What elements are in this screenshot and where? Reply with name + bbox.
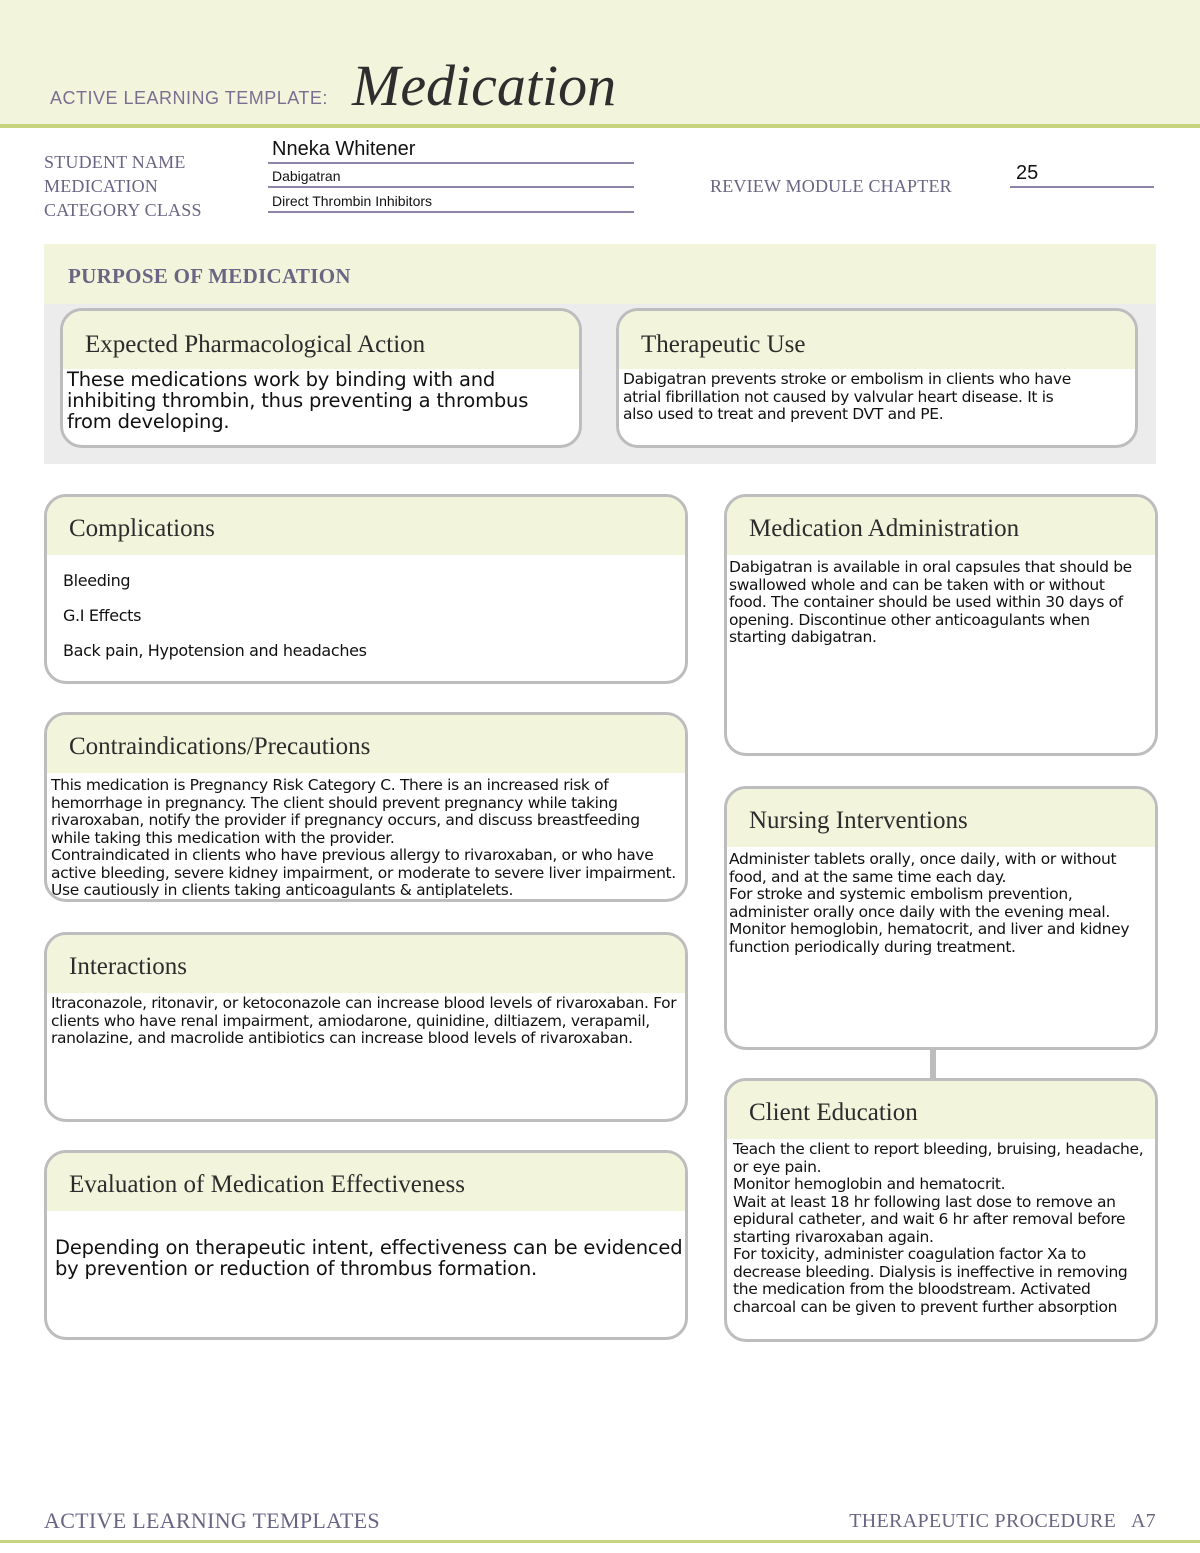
- connector-line: [930, 1048, 936, 1080]
- template-title: Medication: [352, 53, 617, 118]
- evaluation-text[interactable]: Depending on therapeutic intent, effectiveness can be evidenced by prevention or reduction of thrombus formation.: [55, 1236, 683, 1280]
- evaluation-card: [44, 1150, 688, 1340]
- administration-text[interactable]: Dabigatran is available in oral capsules that should be swallowed whole and can be taken with or without food. The container should be used within 30 days of opening. Discontinue other anticoagulants when starting dabigatran.: [729, 558, 1132, 646]
- contraindications-card: [44, 712, 688, 902]
- footer-left-label: ACTIVE LEARNING TEMPLATES: [44, 1508, 380, 1533]
- nursing-interventions-text[interactable]: Administer tablets orally, once daily, with or without food, and at the same time each day. For stroke and systemic embolism prevention, administer orally once daily with the evening meal. Monitor hemoglobin, hematocrit, and liver and kidney function periodically during treatment.: [729, 850, 1130, 956]
- medication-label: MEDICATION: [44, 176, 158, 196]
- expected-action-text[interactable]: These medications work by binding with and inhibiting thrombin, thus preventing a thrombus from developing.: [67, 368, 529, 433]
- interactions-card: [44, 932, 688, 1122]
- student-name-underline: [268, 162, 634, 164]
- purpose-title: PURPOSE OF MEDICATION: [68, 264, 351, 288]
- medication-field[interactable]: Dabigatran: [272, 168, 341, 184]
- contraindications-text[interactable]: This medication is Pregnancy Risk Category C. There is an increased risk of hemorrhage in pregnancy. The client should prevent pregnancy while taking rivaroxaban, notify the provider if pregnancy occurs, and discuss breastfeeding while taking this medication with the provider. Contraindicated in clients who have previous allergy to rivaroxaban, or who have active bleeding, severe kidney impairment, or moderate to severe liver impairment. Use cautiously in clients taking anticoagulants & antiplatelets.: [51, 776, 676, 899]
- nursing-interventions-card: [724, 786, 1158, 1050]
- complication-item: G.I Effects: [63, 606, 142, 625]
- chapter-underline: [1010, 186, 1154, 188]
- expected-action-title: Expected Pharmacological Action: [85, 331, 426, 358]
- complication-item: Bleeding: [63, 571, 131, 590]
- category-class-label: CATEGORY CLASS: [44, 200, 202, 220]
- student-name-field[interactable]: Nneka Whitener: [272, 138, 416, 160]
- footer-divider: [0, 1540, 1200, 1543]
- therapeutic-use-text[interactable]: Dabigatran prevents stroke or embolism in clients who have atrial fibrillation not caused by valvular heart disease. It is also used to treat and prevent DVT and PE.: [623, 370, 1071, 423]
- review-module-chapter-field[interactable]: 25: [1016, 162, 1039, 184]
- template-label: ACTIVE LEARNING TEMPLATE:: [50, 88, 328, 108]
- student-name-label: STUDENT NAME: [44, 152, 186, 172]
- client-education-text[interactable]: Teach the client to report bleeding, bruising, headache, or eye pain. Monitor hemoglobin and hematocrit. Wait at least 18 hr following last dose to remove an epidural catheter, and wait 6 hr after removal before starting rivaroxaban again. For toxicity, administer coagulation factor Xa to decrease bleeding. Dialysis is ineffective in removing the medication from the bloodstream. Activated charcoal can be given to prevent further absorption: [733, 1140, 1144, 1316]
- medication-underline: [268, 186, 634, 188]
- contraindications-title: Contraindications/Precautions: [69, 733, 371, 760]
- client-education-title: Client Education: [749, 1099, 918, 1126]
- administration-title: Medication Administration: [749, 515, 1020, 542]
- administration-card: [724, 494, 1158, 756]
- complications-list[interactable]: [63, 563, 683, 668]
- therapeutic-use-card: [616, 308, 1138, 448]
- category-class-field[interactable]: Direct Thrombin Inhibitors: [272, 193, 433, 209]
- expected-action-card: [60, 308, 582, 448]
- interactions-text[interactable]: Itraconazole, ritonavir, or ketoconazole can increase blood levels of rivaroxaban. For clients who have renal impairment, amiodarone, quinidine, diltiazem, verapamil, ranolazine, and macrolide antibiotics can increase blood levels of rivaroxaban.: [51, 994, 677, 1047]
- category-class-underline: [268, 211, 634, 213]
- footer-right-label: THERAPEUTIC PROCEDURE A7: [849, 1510, 1156, 1532]
- header-divider: [0, 124, 1200, 128]
- complications-card: [44, 494, 688, 684]
- nursing-interventions-title: Nursing Interventions: [749, 807, 968, 834]
- complication-item: Back pain, Hypotension and headaches: [63, 641, 367, 660]
- interactions-title: Interactions: [69, 953, 188, 980]
- evaluation-title: Evaluation of Medication Effectiveness: [69, 1171, 465, 1198]
- complications-title: Complications: [69, 515, 215, 542]
- client-education-card: [724, 1078, 1158, 1342]
- review-module-chapter-label: REVIEW MODULE CHAPTER: [710, 176, 952, 196]
- therapeutic-use-title: Therapeutic Use: [641, 331, 806, 358]
